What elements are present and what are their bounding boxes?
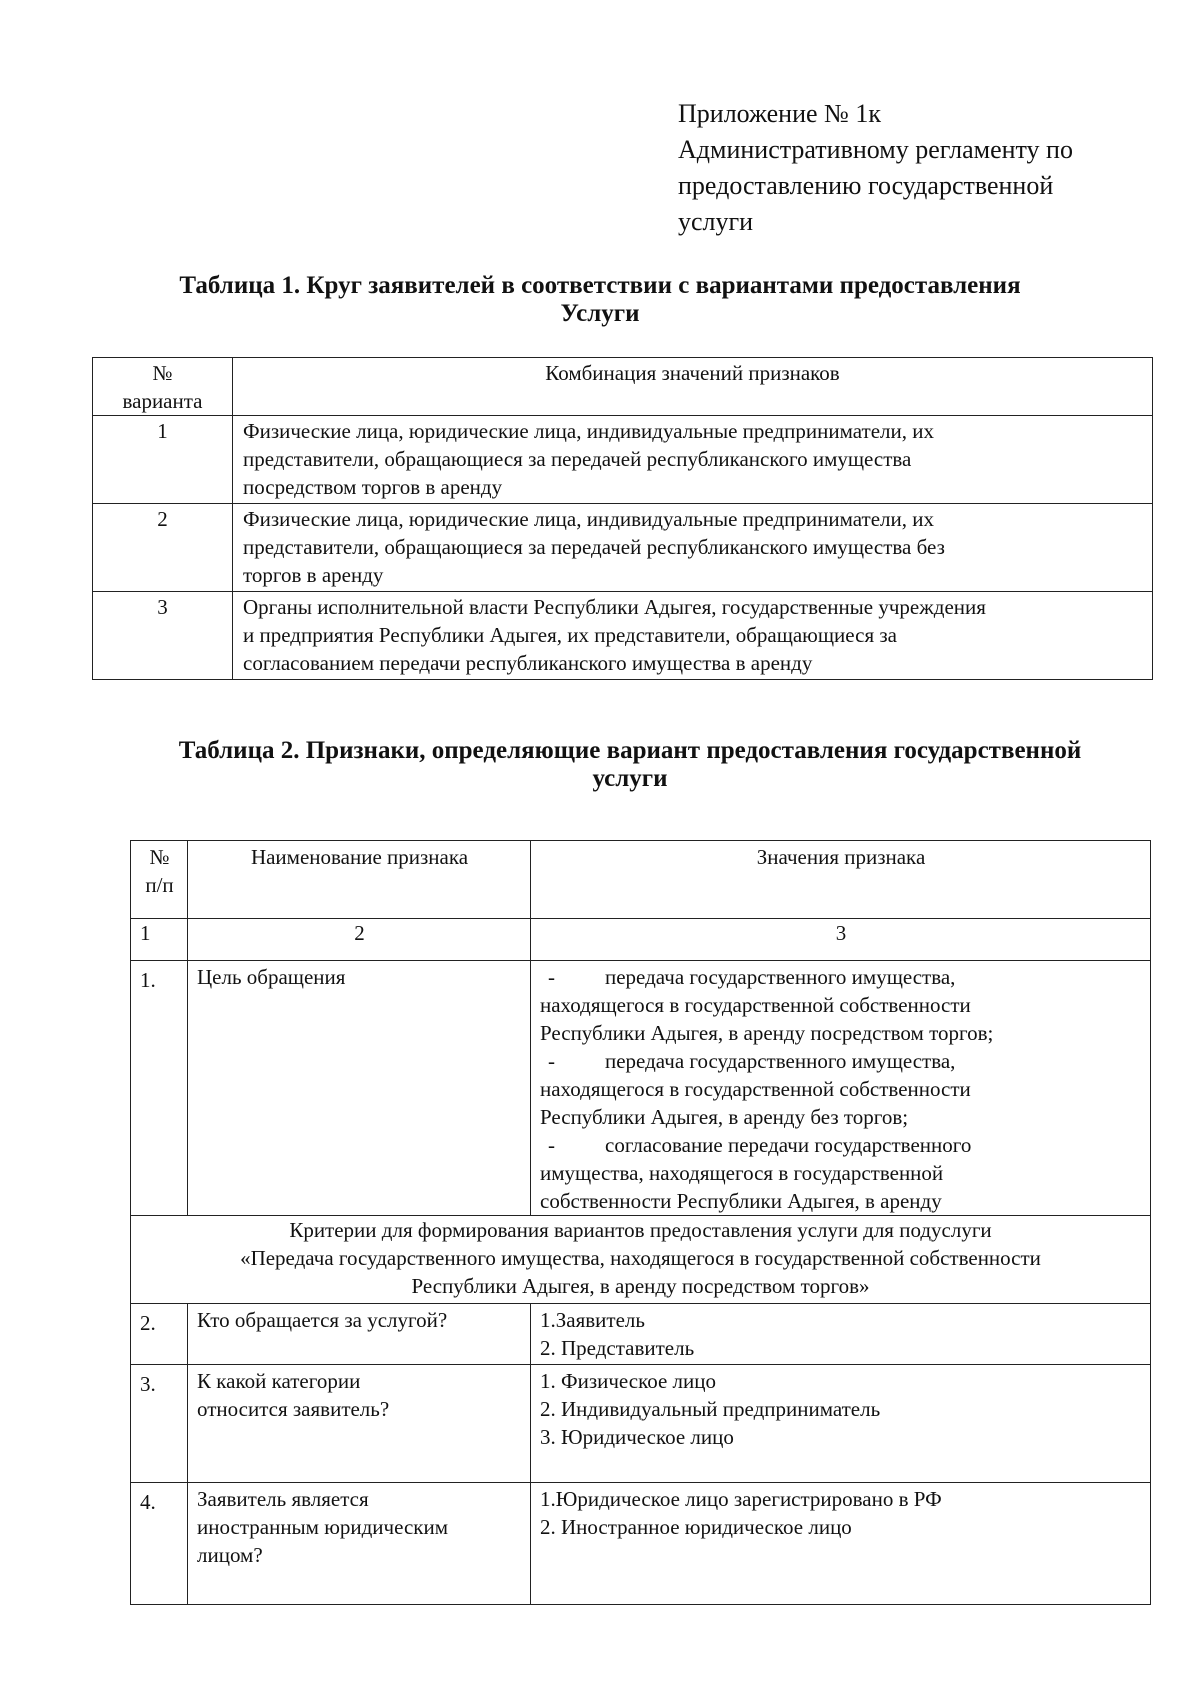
table-row	[93, 416, 1153, 504]
criteria-line: Критерии для формирования вариантов предоставления услуги для подуслуги	[289, 1218, 992, 1242]
table1-header-row	[93, 358, 1153, 416]
value-option: 1. Физическое лицо	[540, 1369, 717, 1393]
variant-number: 2	[93, 504, 233, 592]
description-line: согласованием передачи республиканского имущества в аренду	[243, 651, 813, 675]
variant-description	[233, 416, 1153, 504]
description-line: и предприятия Республики Адыгея, их представители, обращающиеся за	[243, 623, 897, 647]
table2-index-row	[131, 919, 1151, 961]
table-row	[93, 592, 1153, 680]
criterion-name: Цель обращения	[188, 961, 531, 1216]
criterion-name-line: относится заявитель?	[197, 1397, 390, 1421]
criterion-name	[188, 1365, 531, 1483]
description-line: представители, обращающиеся за передачей республиканского имущества без	[243, 535, 945, 559]
appendix-header	[678, 96, 1158, 240]
value-option: 3. Юридическое лицо	[540, 1425, 734, 1449]
table-row	[131, 961, 1151, 1216]
variant-number: 3	[93, 592, 233, 680]
description-line: торгов в аренду	[243, 563, 384, 587]
value-option: 2. Индивидуальный предприниматель	[540, 1397, 881, 1421]
column-index: 2	[188, 919, 531, 961]
table-row	[131, 1483, 1151, 1605]
value-option: 1.Юридическое лицо зарегистрировано в РФ	[540, 1487, 942, 1511]
criterion-name-line: лицом?	[197, 1543, 263, 1567]
criteria-line: Республики Адыгея, в аренду посредством торгов»	[411, 1274, 870, 1298]
criterion-name	[188, 1483, 531, 1605]
value-option: 2. Иностранное юридическое лицо	[540, 1515, 852, 1539]
column-index: 1	[131, 919, 188, 961]
table1-title-line: Услуги	[560, 300, 640, 327]
appendix-line: Приложение № 1к	[678, 99, 881, 128]
row-number-text: 4.	[140, 1490, 156, 1514]
criterion-values	[531, 1483, 1151, 1605]
description-line: посредством торгов в аренду	[243, 475, 503, 499]
dash-marker: -	[548, 965, 555, 989]
table-row	[131, 1304, 1151, 1365]
header-num-line: варианта	[122, 389, 203, 413]
table2-title-line: Таблица 2. Признаки, определяющие вариант предоставления государственной	[178, 737, 1082, 764]
criterion-name-line: Заявитель является	[197, 1487, 369, 1511]
description-line: Органы исполнительной власти Республики Адыгея, государственные учреждения	[243, 595, 986, 619]
row-number	[131, 961, 188, 1216]
table1-header-text: Комбинация значений признаков	[233, 358, 1153, 416]
table1-header-num	[93, 358, 233, 416]
table2-title	[105, 737, 1155, 793]
option-text: находящегося в государственной собственности	[540, 993, 971, 1017]
row-number-text: 2.	[140, 1311, 156, 1335]
description-line: представители, обращающиеся за передачей республиканского имущества	[243, 447, 912, 471]
table1-title	[100, 272, 1100, 328]
table2-title-line: услуги	[592, 765, 668, 792]
row-number	[131, 1483, 188, 1605]
table1-title-line: Таблица 1. Круг заявителей в соответствии с вариантами предоставления	[179, 272, 1021, 299]
appendix-line: Административному регламенту по	[678, 135, 1073, 164]
option-text: передача государственного имущества,	[605, 965, 956, 989]
option-text: находящегося в государственной собственности	[540, 1077, 971, 1101]
criteria-section-header	[131, 1216, 1151, 1304]
row-number-text: 3.	[140, 1372, 156, 1396]
option-text: имущества, находящегося в государственной	[540, 1161, 944, 1185]
column-index: 3	[531, 919, 1151, 961]
value-option	[540, 1047, 1142, 1131]
value-option	[540, 963, 1142, 1047]
table2-criteria	[130, 840, 1151, 1605]
header-num-line: №	[152, 361, 173, 385]
criterion-values	[531, 961, 1151, 1216]
value-option: 1.Заявитель	[540, 1308, 645, 1332]
description-line: Физические лица, юридические лица, индивидуальные предприниматели, их	[243, 419, 934, 443]
variant-number: 1	[93, 416, 233, 504]
header-no-line: №	[149, 845, 170, 869]
criterion-name	[188, 1304, 531, 1365]
table1-applicants	[92, 357, 1153, 680]
table2-header-name: Наименование признака	[188, 841, 531, 919]
row-number	[131, 1365, 188, 1483]
option-text: Республики Адыгея, в аренду посредством торгов;	[540, 1021, 994, 1045]
variant-description	[233, 592, 1153, 680]
criterion-name-line: иностранным юридическим	[197, 1515, 449, 1539]
criterion-name-line: К какой категории	[197, 1369, 361, 1393]
description-line: Физические лица, юридические лица, индивидуальные предприниматели, их	[243, 507, 934, 531]
appendix-line: услуги	[678, 207, 754, 236]
table-row	[93, 504, 1153, 592]
option-text: Республики Адыгея, в аренду без торгов;	[540, 1105, 909, 1129]
dash-marker: -	[548, 1049, 555, 1073]
table2-header-row	[131, 841, 1151, 919]
appendix-line: предоставлению государственной	[678, 171, 1054, 200]
dash-marker: -	[548, 1133, 555, 1157]
table-row	[131, 1365, 1151, 1483]
table2-header-values: Значения признака	[531, 841, 1151, 919]
criterion-values	[531, 1304, 1151, 1365]
criterion-values	[531, 1365, 1151, 1483]
header-no-line: п/п	[145, 873, 174, 897]
row-number-text: 1.	[140, 968, 156, 992]
row-number	[131, 1304, 188, 1365]
criterion-name-line: Кто обращается за услугой?	[197, 1308, 448, 1332]
criteria-line: «Передача государственного имущества, находящегося в государственной собственности	[240, 1246, 1041, 1270]
criteria-section-row	[131, 1216, 1151, 1304]
option-text: согласование передачи государственного	[605, 1133, 972, 1157]
option-text: передача государственного имущества,	[605, 1049, 956, 1073]
value-option	[540, 1131, 1142, 1215]
table2-header-no	[131, 841, 188, 919]
value-option: 2. Представитель	[540, 1336, 695, 1360]
option-text: собственности Республики Адыгея, в аренду	[540, 1189, 942, 1213]
variant-description	[233, 504, 1153, 592]
